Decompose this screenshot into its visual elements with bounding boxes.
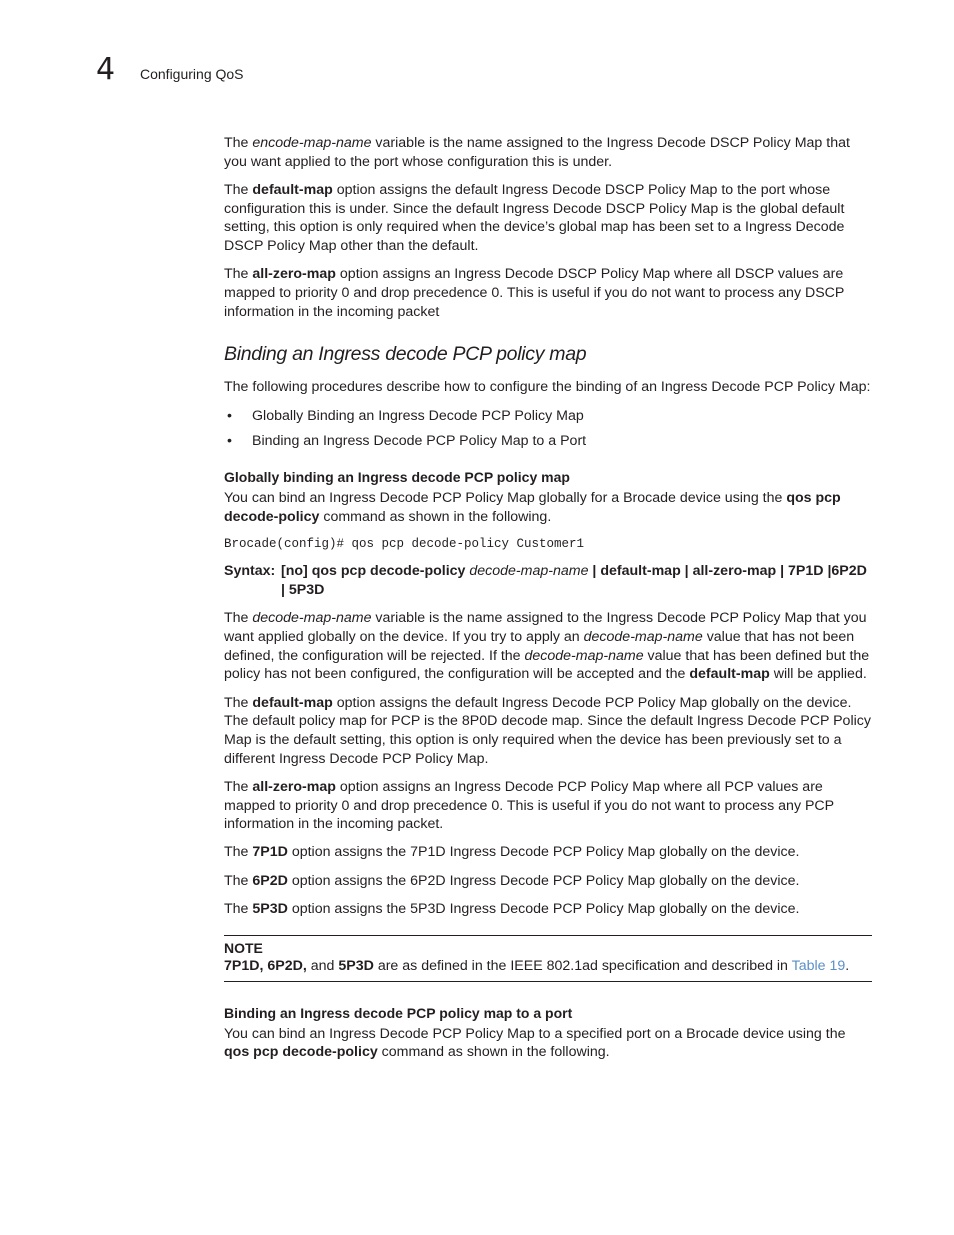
- bullet-icon: •: [227, 432, 232, 449]
- 6p2d-paragraph: The 6P2D option assigns the 6P2D Ingress Decode PCP Policy Map globally on the device.: [224, 872, 800, 889]
- option-keyword: default-map: [252, 181, 333, 198]
- note-box: [224, 935, 872, 982]
- syntax-body: [no] qos pcp decode-policy decode-map-name | default-map | all-zero-map | 7P1D |6P2D | 5P3D: [281, 563, 867, 599]
- section-lead: The following procedures describe how to configure the binding of an Ingress Decode PCP Policy Map:: [224, 379, 871, 396]
- list-item: • Globally Binding an Ingress Decode PCP Policy Map: [227, 407, 584, 424]
- variable-text: decode-map-name: [469, 563, 589, 580]
- note-text: 7P1D, 6P2D, and 5P3D are as defined in the IEEE 802.1ad specification and described in Table 19.: [224, 958, 850, 975]
- syntax-label: Syntax:: [224, 563, 276, 580]
- 5p3d-paragraph: The 5P3D option assigns the 5P3D Ingress Decode PCP Policy Map globally on the device.: [224, 900, 800, 917]
- list-item: • Binding an Ingress Decode PCP Policy Map to a Port: [227, 432, 587, 449]
- pcp-default-map-paragraph: The default-map option assigns the default Ingress Decode PCP Policy Map globally on the device. The default policy map for PCP is the 8P0D decode map. Since the default Ingress Decode PCP Policy Map is the default setting, this option is only required when the device has been previously set to a different Ingress Decode PCP Policy Map.: [224, 694, 871, 767]
- chapter-number: 4: [96, 52, 116, 87]
- decode-map-name-paragraph: The decode-map-name variable is the name assigned to the Ingress Decode PCP Policy Map that you want applied globally on the device. If you try to apply an decode-map-name value that has not been defined, the configuration will be rejected. If the decode-map-name value that has been defined but the policy has not been configured, the configuration will be accepted and the default-map will be applied.: [224, 610, 870, 683]
- pcp-all-zero-map-paragraph: The all-zero-map option assigns an Ingress Decode PCP Policy Map where all PCP values are mapped to priority 0 and drop precedence 0. This is useful if you do not want to process any PCP information in the incoming packet.: [224, 778, 834, 833]
- encode-map-name-paragraph: The encode-map-name variable is the name assigned to the Ingress Decode DSCP Policy Map that you want applied to the port whose configuration this is under.: [224, 135, 850, 170]
- bullet-icon: •: [227, 407, 232, 424]
- note-title: NOTE: [224, 939, 263, 956]
- port-intro-paragraph: You can bind an Ingress Decode PCP Policy Map to a specified port on a Brocade device using the qos pcp decode-policy command as shown in the following.: [224, 1025, 846, 1061]
- procedure-list: [224, 407, 872, 451]
- option-keyword: all-zero-map: [252, 266, 336, 283]
- syntax-block: [224, 562, 872, 599]
- command-keyword: qos pcp decode-policy: [224, 489, 841, 525]
- dscp-all-zero-map-paragraph: The all-zero-map option assigns an Ingress Decode DSCP Policy Map where all DSCP values are mapped to priority 0 and drop precedence 0. This is useful if you do not want to process any DSCP information in the incoming packet: [224, 266, 845, 320]
- chapter-title: Configuring QoS: [140, 66, 244, 82]
- subsection-heading-global: Globally binding an Ingress decode PCP policy map: [224, 469, 570, 486]
- table-19-link[interactable]: Table 19: [791, 958, 846, 975]
- variable-text: encode-map-name: [252, 135, 372, 151]
- subsection-heading-port: Binding an Ingress decode PCP policy map to a port: [224, 1005, 573, 1021]
- dscp-default-map-paragraph: The default-map option assigns the default Ingress Decode DSCP Policy Map to the port whose configuration this is under. Since the default Ingress Decode DSCP Policy Map is the global default setting, this option is only required when the device’s global map has been set to a Ingress Decode DSCP Policy Map other than the default.: [224, 181, 845, 255]
- page-content: [224, 134, 872, 1072]
- global-intro-paragraph: You can bind an Ingress Decode PCP Policy Map globally for a Brocade device using the qos pcp decode-policy command as shown in the following.: [224, 489, 841, 525]
- 7p1d-paragraph: The 7P1D option assigns the 7P1D Ingress Decode PCP Policy Map globally on the device.: [224, 844, 800, 861]
- command-keyword: qos pcp decode-policy: [224, 1044, 378, 1061]
- section-title: Binding an Ingress decode PCP policy map: [224, 343, 587, 366]
- code-example: Brocade(config)# qos pcp decode-policy Customer1: [224, 537, 585, 552]
